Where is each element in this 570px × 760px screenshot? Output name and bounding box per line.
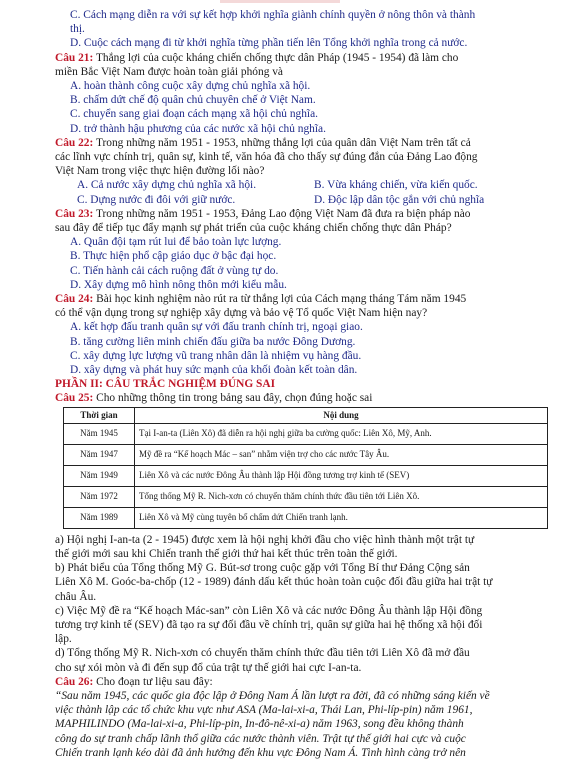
q25-text: Cho những thông tin trong bảng sau đây, chọn đúng hoặc sai: [93, 392, 373, 405]
question-22: [55, 136, 556, 150]
statement-b-cont: Liên Xô M. Goóc-ba-chốp (12 - 1989) đánh dấu kết thúc hoàn toàn cuộc đối đầu giữa hai trật tự: [55, 576, 493, 589]
q20-option-c-cont: thị.: [70, 23, 85, 36]
statement-c-cont2: lập.: [55, 633, 72, 646]
table-header-row: [64, 407, 548, 423]
statement-d-cont: cho sự xói mòn và đi đến sụp đổ của trật tự thế giới hai cực I-an-ta.: [55, 661, 362, 674]
table-cell-content: Tại I-an-ta (Liên Xô) đã diễn ra hội nghị giữa ba cường quốc: Liên Xô, Mỹ, Anh.: [135, 423, 548, 444]
statement-b-cont2: châu Âu.: [55, 590, 97, 603]
q22-option-a: A. Cả nước xây dựng chủ nghĩa xã hội.: [77, 179, 257, 192]
question-21: [55, 51, 556, 65]
table-cell-content: Liên Xô và Mỹ cùng tuyên bố chấm dứt Chiến tranh lạnh.: [135, 507, 548, 528]
q23-label: Câu 23:: [55, 207, 94, 220]
q22-options-row2: [55, 193, 556, 207]
quote-line: “Sau năm 1945, các quốc gia độc lập ở Đông Nam Á lần lượt ra đời, đã có những sáng kiến về: [55, 689, 490, 702]
table-header-time: Thời gian: [64, 407, 135, 423]
table-row: [64, 444, 548, 465]
table-cell-content: Tổng thống Mỹ R. Nich-xơn có chuyến thăm chính thức đầu tiên tới Liên Xô.: [135, 486, 548, 507]
q23-option-c: C. Tiến hành cải cách ruộng đất ở vùng tự do.: [70, 264, 279, 277]
q21-option-a: A. hoàn thành công cuộc xây dựng chủ nghĩa xã hội.: [70, 80, 311, 93]
question-25: [55, 391, 556, 405]
q21-text-cont: miền Bắc Việt Nam được hoàn toàn giải phóng và: [55, 65, 283, 78]
q22-option-b: B. Vừa kháng chiến, vừa kiến quốc.: [314, 179, 478, 192]
q21-text: Thắng lợi của cuộc kháng chiến chống thực dân Pháp (1945 - 1954) đã làm cho: [93, 51, 459, 64]
q24-option-d: D. xây dựng và phát huy sức mạnh của khối đoàn kết toàn dân.: [70, 364, 358, 377]
q20-option-c: C. Cách mạng diễn ra với sự kết hợp khởi nghĩa giành chính quyền ở nông thôn và thành: [70, 9, 476, 21]
question-23: [55, 207, 556, 221]
table-cell-year: Năm 1989: [64, 507, 135, 528]
statement-a-cont: thế giới mới sau khi Chiến tranh thế giới thứ hai kết thúc trên toàn thế giới.: [55, 547, 398, 560]
q22-text-cont2: Việt Nam trong việc thực hiện đường lối nào?: [55, 165, 265, 178]
events-table: [63, 407, 548, 529]
table-cell-year: Năm 1947: [64, 444, 135, 465]
statement-d: d) Tổng thống Mỹ R. Nich-xơn có chuyến thăm chính thức đầu tiên tới Liên Xô đã mở đầu: [55, 647, 470, 660]
q22-text-cont: các lĩnh vực chính trị, quân sự, kinh tế, văn hóa đã cho thấy sự đúng đắn của Đảng Lao động: [55, 151, 478, 164]
q26-text: Cho đoạn tư liệu sau đây:: [93, 675, 213, 688]
header-decoration: [220, 0, 340, 3]
q23-text: Trong những năm 1951 - 1953, Đảng Lao động Việt Nam đã đưa ra biện pháp nào: [93, 207, 471, 220]
q22-option-d: D. Độc lập dân tộc gắn với chủ nghĩa: [314, 193, 485, 206]
q23-option-d: D. Xây dựng mô hình nông thôn mới kiểu mẫu.: [70, 278, 287, 291]
table-cell-year: Năm 1972: [64, 486, 135, 507]
statement-c-cont: tương trợ kinh tế (SEV) đã tạo ra sự đối đầu về chính trị, quân sự giữa hai hệ thống xã hội đối: [55, 618, 483, 631]
q21-label: Câu 21:: [55, 51, 94, 64]
table-row: [64, 486, 548, 507]
table-cell-year: Năm 1945: [64, 423, 135, 444]
q22-option-c: C. Dựng nước đi đôi với giữ nước.: [77, 193, 236, 206]
q24-option-c: C. xây dựng lực lượng vũ trang nhân dân là nhiệm vụ hàng đầu.: [70, 349, 362, 362]
q21-option-b: B. chấm dứt chế độ quân chủ chuyên chế ở Việt Nam.: [70, 94, 316, 107]
quote-line: việc thành lập các tổ chức khu vực như ASA (Ma-lai-xi-a, Thái Lan, Phi-líp-pin) năm 1961,: [55, 704, 473, 717]
q21-option-d: D. trở thành hậu phương của các nước xã hội chủ nghĩa.: [70, 122, 326, 135]
q24-option-b: B. tăng cường liên minh chiến đấu giữa ba nước Đông Dương.: [70, 335, 356, 348]
q24-text-cont: có thể vận dụng trong sự nghiệp xây dựng và bảo vệ Tổ quốc Việt Nam hiện nay?: [55, 307, 428, 320]
statement-a: a) Hội nghị I-an-ta (2 - 1945) được xem là hội nghị khởi đầu cho việc hình thành một trật tự: [55, 533, 475, 546]
q20-option-d: D. Cuộc cách mạng đi từ khởi nghĩa từng phần tiến lên Tổng khởi nghĩa trong cả nước.: [70, 37, 468, 50]
q22-options-row1: [55, 178, 556, 192]
table-row: [64, 465, 548, 486]
table-cell-year: Năm 1949: [64, 465, 135, 486]
q22-label: Câu 22:: [55, 136, 94, 149]
table-cell-content: Liên Xô và các nước Đông Âu thành lập Hội đồng tương trợ kinh tế (SEV): [135, 465, 548, 486]
q25-label: Câu 25:: [55, 392, 94, 405]
table-row: [64, 423, 548, 444]
quote-line: Chiến tranh lạnh kéo dài đã ảnh hưởng đến khu vực Đông Nam Á. Tình hình càng trở nên: [55, 746, 466, 759]
table-row: [64, 507, 548, 528]
question-24: [55, 292, 556, 306]
q26-label: Câu 26:: [55, 675, 94, 688]
section-2-heading: PHẦN II: CÂU TRẮC NGHIỆM ĐÚNG SAI: [55, 378, 276, 391]
q24-option-a: A. kết hợp đấu tranh quân sự với đấu tranh chính trị, ngoại giao.: [70, 321, 363, 334]
statement-b: b) Phát biểu của Tổng thống Mỹ G. Bút-sơ trong cuộc gặp với Tổng Bí thư Đảng Cộng sản: [55, 562, 470, 575]
quote-line: MAPHILINDO (Ma-lai-xi-a, Phi-líp-pin, In-đô-nê-xi-a) năm 1963, song đều không thành: [55, 718, 464, 731]
q23-option-b: B. Thực hiện phổ cập giáo dục ở bậc đại học.: [70, 250, 277, 263]
table-cell-content: Mỹ đề ra “Kế hoạch Mác – san” nhằm viện trợ cho các nước Tây Âu.: [135, 444, 548, 465]
q24-label: Câu 24:: [55, 293, 94, 306]
q23-text-cont: sau đây để tiếp tục đẩy mạnh sự phát triển của cuộc kháng chiến chống thực dân Pháp?: [55, 222, 452, 235]
q21-option-c: C. chuyển sang giai đoạn cách mạng xã hội chủ nghĩa.: [70, 108, 318, 121]
quote-line: công do sự tranh chấp lãnh thổ giữa các nước thành viên. Trật tự thế giới hai cực và cuộc: [55, 732, 466, 745]
q24-text: Bài học kinh nghiệm nào rút ra từ thắng lợi của Cách mạng tháng Tám năm 1945: [93, 293, 467, 306]
q22-text: Trong những năm 1951 - 1953, những thắng lợi của quân dân Việt Nam trên tất cả: [93, 136, 471, 149]
q23-option-a: A. Quân đội tạm rút lui để bảo toàn lực lượng.: [70, 236, 282, 249]
table-header-content: Nội dung: [135, 407, 548, 423]
statement-c: c) Việc Mỹ đề ra “Kế hoạch Mác-san” còn Liên Xô và các nước Đông Âu thành lập Hội đồng: [55, 604, 483, 617]
question-26: [55, 675, 556, 689]
